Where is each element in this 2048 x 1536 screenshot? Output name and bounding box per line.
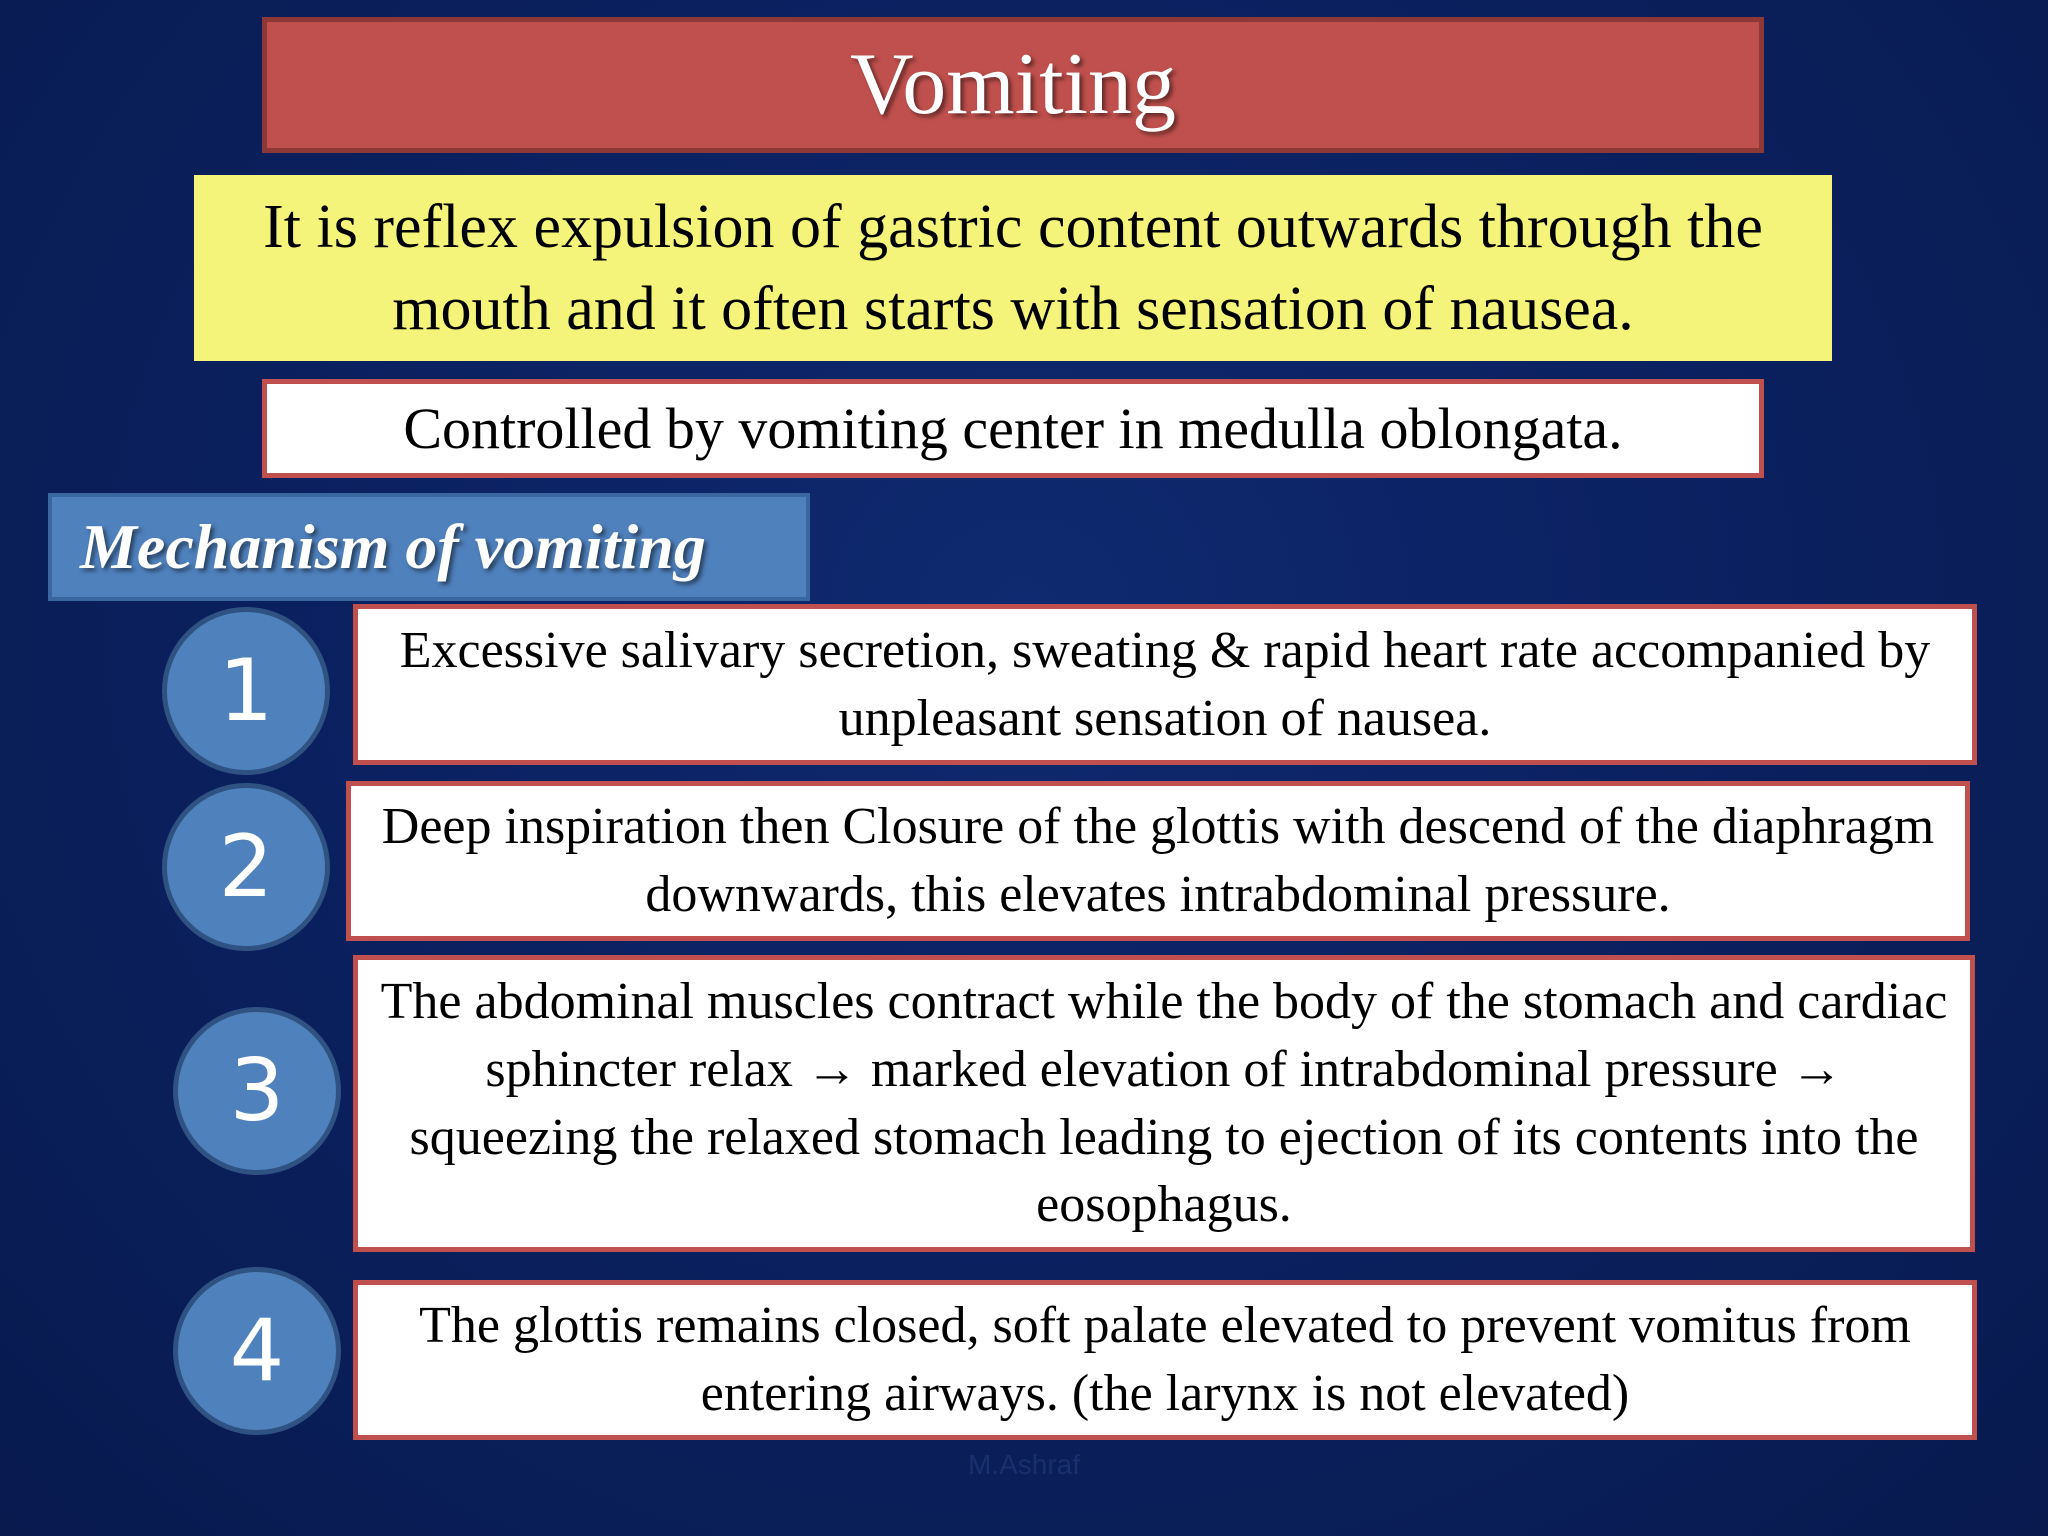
step-box-3 <box>353 955 1975 1252</box>
step-number: 2 <box>218 817 274 917</box>
slide-title: Vomiting <box>849 36 1176 133</box>
step-number: 1 <box>218 641 274 741</box>
step-box-4 <box>353 1280 1977 1440</box>
control-center-box <box>262 379 1764 478</box>
control-center-text: Controlled by vomiting center in medulla oblongata. <box>403 395 1623 461</box>
step-text: The glottis remains closed, soft palate elevated to prevent vomitus from entering airways. (the larynx is not elevated) <box>419 1297 1911 1422</box>
mechanism-heading: Mechanism of vomiting <box>80 511 706 582</box>
step-number-circle-3 <box>173 1007 341 1175</box>
definition-text: It is reflex expulsion of gastric content outwards through the mouth and it often starts with sensation of nausea. <box>263 192 1763 343</box>
definition-box <box>194 175 1832 361</box>
step-text: Excessive salivary secretion, sweating & rapid heart rate accompanied by unpleasant sensation of nausea. <box>399 621 1931 747</box>
step-text: Deep inspiration then Closure of the glottis with descend of the diaphragm downwards, this elevates intrabdominal pressure. <box>381 798 1935 923</box>
step-box-2 <box>346 781 1970 941</box>
title-banner <box>262 17 1764 153</box>
footer-author: M.Ashraf <box>967 1449 1081 1480</box>
step-number-circle-1 <box>162 607 330 775</box>
step-number-circle-4 <box>173 1267 341 1435</box>
step-text: The abdominal muscles contract while the body of the stomach and cardiac sphincter relax → marked elevation of intrabdominal pressure → squeezing the relaxed stomach leading to ejection of its contents into the eosophagus. <box>380 973 1948 1234</box>
step-number: 3 <box>229 1041 285 1141</box>
mechanism-heading-box <box>48 493 810 601</box>
step-number-circle-2 <box>162 783 330 951</box>
step-number: 4 <box>229 1301 285 1401</box>
step-box-1 <box>353 604 1977 765</box>
